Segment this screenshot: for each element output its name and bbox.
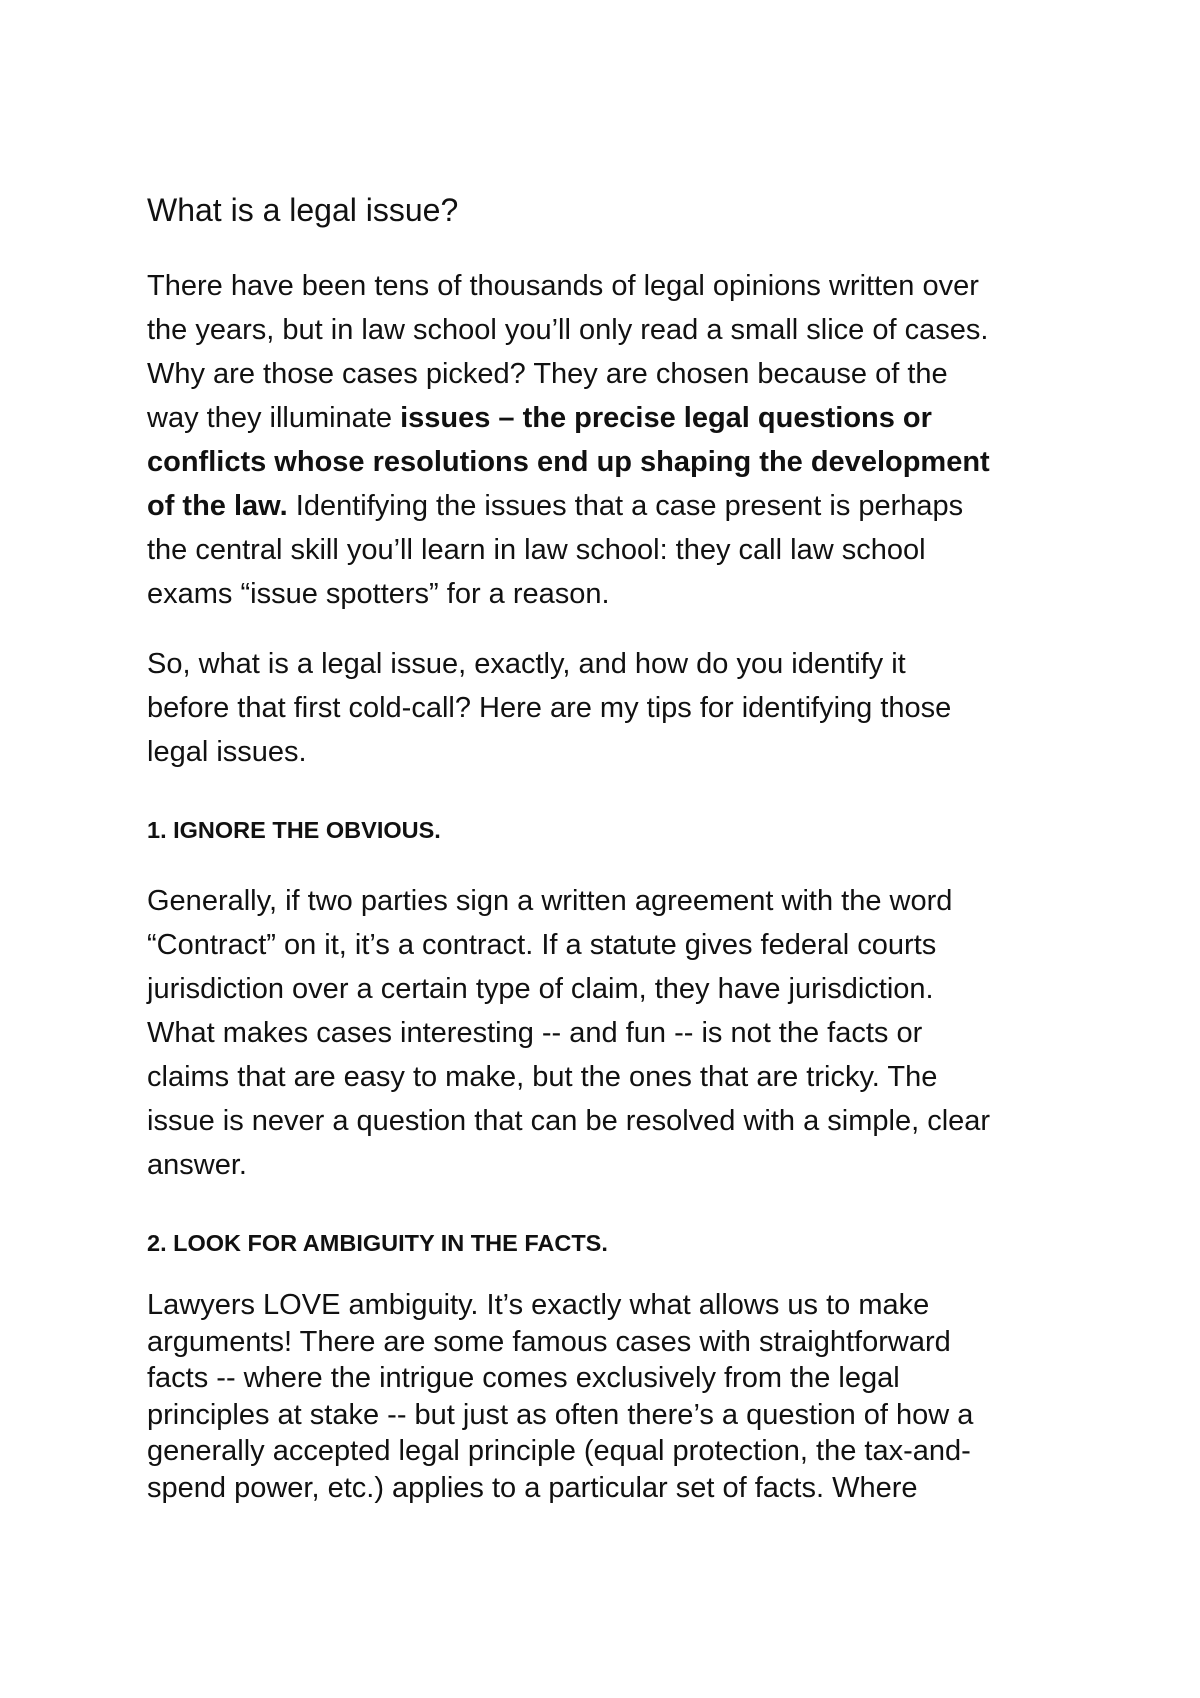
text-line: jurisdiction over a certain type of claim, they have jurisdiction. [147,973,934,1005]
text-line: There have been tens of thousands of legal opinions written over [147,270,979,302]
section-1-paragraph [147,879,1067,1187]
text-run: Identifying the issues that a case present is perhaps [287,490,964,522]
text-line: the years, but in law school you’ll only read a small slice of cases. [147,314,989,346]
bold-text-run: of the law. [147,490,288,522]
text-run: way they illuminate [147,402,401,434]
intro-paragraph [147,264,1067,616]
text-line: legal issues. [147,736,307,768]
text-line [147,484,1067,528]
text-line: So, what is a legal issue, exactly, and how do you identify it [147,648,906,680]
second-paragraph [147,642,1067,774]
text-line: claims that are easy to make, but the ones that are tricky. The [147,1061,938,1093]
section-heading-2: 2. LOOK FOR AMBIGUITY IN THE FACTS. [147,1230,608,1256]
section-2-paragraph [147,1287,1067,1506]
text-line: exams “issue spotters” for a reason. [147,578,610,610]
text-line: spend power, etc.) applies to a particular set of facts. Where [147,1471,918,1504]
text-line: Lawyers LOVE ambiguity. It’s exactly what allows us to make [147,1289,930,1321]
text-line: Why are those cases picked? They are chosen because of the [147,358,948,390]
text-line: the central skill you’ll learn in law school: they call law school [147,534,926,566]
text-line [147,396,1067,440]
text-line: facts -- where the intrigue comes exclusively from the legal [147,1362,900,1394]
text-line: issue is never a question that can be resolved with a simple, clear [147,1105,991,1137]
text-line: Generally, if two parties sign a written agreement with the word [147,885,953,917]
bold-text-line: conflicts whose resolutions end up shaping the development [147,446,990,478]
bold-text-run: issues – the precise legal questions or [400,402,932,434]
text-line: principles at stake -- but just as often there’s a question of how a [147,1398,974,1431]
page-title: What is a legal issue? [147,192,459,228]
text-line: generally accepted legal principle (equal protection, the tax-and- [147,1435,971,1467]
text-line: “Contract” on it, it’s a contract. If a statute gives federal courts [147,929,937,961]
text-line: What makes cases interesting -- and fun -- is not the facts or [147,1017,923,1049]
text-line: before that first cold-call? Here are my tips for identifying those [147,692,952,724]
section-heading-1: 1. IGNORE THE OBVIOUS. [147,817,441,843]
text-line: answer. [147,1149,247,1181]
text-line: arguments! There are some famous cases with straightforward [147,1325,951,1358]
